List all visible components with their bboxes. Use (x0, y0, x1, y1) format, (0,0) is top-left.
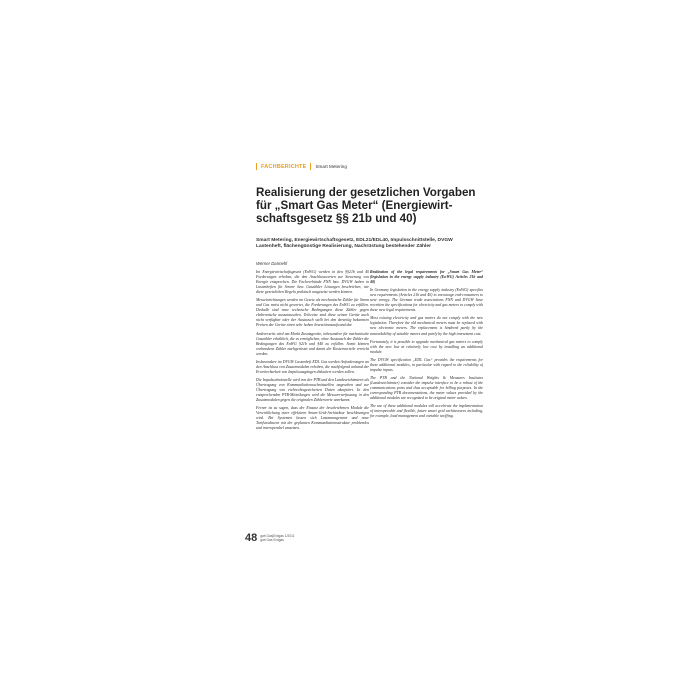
topic-label: Smart Metering (315, 164, 347, 169)
section-marker (256, 163, 257, 170)
journal-line: gwf-Gas Erdgas (260, 538, 284, 543)
german-abstract-column (256, 270, 369, 542)
abstract-paragraph: In Germany legislation in the energy supply industry (EnWG) specifies new requirements (Articles 21b and 40) to encourage end-consumers to save energy. The German trade associations FNN and DVGW have rewritten the specifications for electricity and gas meters to comply with these new legal requirements. (370, 288, 483, 313)
english-title: Realization of the legal requirements for „Smart Gas Meter“ (legislation in the energy supply industry (EnWG) Articles 21b and 40) (370, 270, 483, 285)
abstract-paragraph: Ferner ist zu sagen, dass der Einsatz der beschriebenen Module die Verwirklichung einer effektiven Smart-Grid-Architektur beschleunigen wird. Bei Systemen lassen sich Lastmanagement und neue Tarifstrukturen mit der geplanten Kommunikationsstruktur problemlos und interoperabel umsetzen. (256, 406, 369, 431)
abstract-paragraph: The PTB and the National Weights & Measures Institutes (Landeseichämter) consider the impulse interface to be a robust of the communications ports and thus acceptable for billing purposes. In the corresponding PTB documentations, the meter values provided by the additional modules are recognized to be original meter values. (370, 375, 483, 401)
section-divider (310, 163, 311, 170)
section-label: FACHBERICHTE (261, 163, 307, 170)
article-author: Werner Dannehl (256, 261, 288, 266)
abstract-paragraph: Messeinrichtungen werden im Gesetz als mechanische Zähler für Strom und Gas meist nicht gewertet, die Forderungen des EnWG zu erfüllen. Deshalb sind neue technische Bedingungen diese Zähler gegen elektronische auszutauschen. Teilweise sind diese seinen Geräte auch nicht verfügbar oder der Austausch stellt bei den derzeitig bekannten Preisen der Geräte einen sehr hohen Investitionsaufwand dar. (256, 298, 369, 328)
article-title: Realisierung der gesetzlichen Vorgaben für „Smart Gas Meter“ (Energiewirt-schaftsgesetz §§ 21b und 40) (256, 186, 476, 225)
abstract-paragraph: The DVGW specification „EDL Gas“ provides the requirements for these additional modules, in particular with regard to the reliability of impulse inputs. (370, 357, 483, 372)
abstract-paragraph: The use of these additional modules will accelerate the implementation of interoperable and flexible, future smart grid architectures including, for example, load management and variable tariffing. (370, 404, 483, 419)
abstract-paragraph: Fortunately, it is possible to upgrade mechanical gas meters to comply with the new law at relatively low cost by installing an additional module. (370, 339, 483, 354)
article-keywords: Smart Metering, Energiewirtschaftsgesetz, EDL21/EDL40, Impulsschnittstelle, DVGW Lastenheft, flächengünstige Realisierung, Nachrüstung bestehender Zähler (256, 238, 453, 250)
page-footer (245, 533, 295, 544)
section-header (256, 163, 347, 170)
english-abstract-column (370, 270, 483, 490)
abstract-paragraph: Most existing electricity and gas meters do not comply with the new legislation. Therefore the old mechanical meters must be replaced with new electronic meters. The replacement is hindered partly by the unavailability of suitable meters and partly by the high investment cost. (370, 316, 483, 336)
abstract-paragraph: Andererseits wird am Markt Zusatzgeräte, inbesondere für mechanische Gaszähler erhältlich, die es ermöglichen, ohne Austausch der Zähler die Bedingungen des EnWG §21b und §40 zu erfüllen. Somit können vorhandene Zähler nachgerüstet und damit die Kostenvorteile erreicht werden. (256, 331, 369, 356)
abstract-paragraph: Die Impulsschnittstelle wird von der PTB und den Landeseichämtern als Übertragung von Kommunikationsschnittstellen angesehen und zur Übertragung von eichrechtsgesicherten Daten akzeptiert. In den entsprechenden PTB-Mitteilungen wird die Messwerterfassung in den Zusatzmodulen gegen die originalen Zählerwerte anerkannt. (256, 377, 369, 403)
journal-line: gwf-Gas|Erdgas 1/2011 (260, 534, 295, 538)
journal-info (260, 533, 294, 542)
abstract-paragraph: Insbesondere im DVGW Lastenheft EDL Gas werden Anforderungen an den Anschluss von Zusatzmodulen erhoben, die nachfolgend anhand der Erweiterbarkeit von Impulsausgängen diskutiert werden sollen. (256, 359, 369, 374)
page-number: 48 (245, 532, 258, 544)
abstract-paragraph: Im Energiewirtschaftsgesetz (EnWG) werden in den §§21b und 40 Forderungen erhoben, die den Anschlusswerten zur Steuerung von Energie entsprechen. Die Fachverbände FNN bzw. DVGW haben in Lastenheften für Strom- bzw. Gaszähler Lösungen beschrieben, wie diese gesetzlichen Regeln praktisch umgesetzt werden können. (256, 270, 369, 295)
